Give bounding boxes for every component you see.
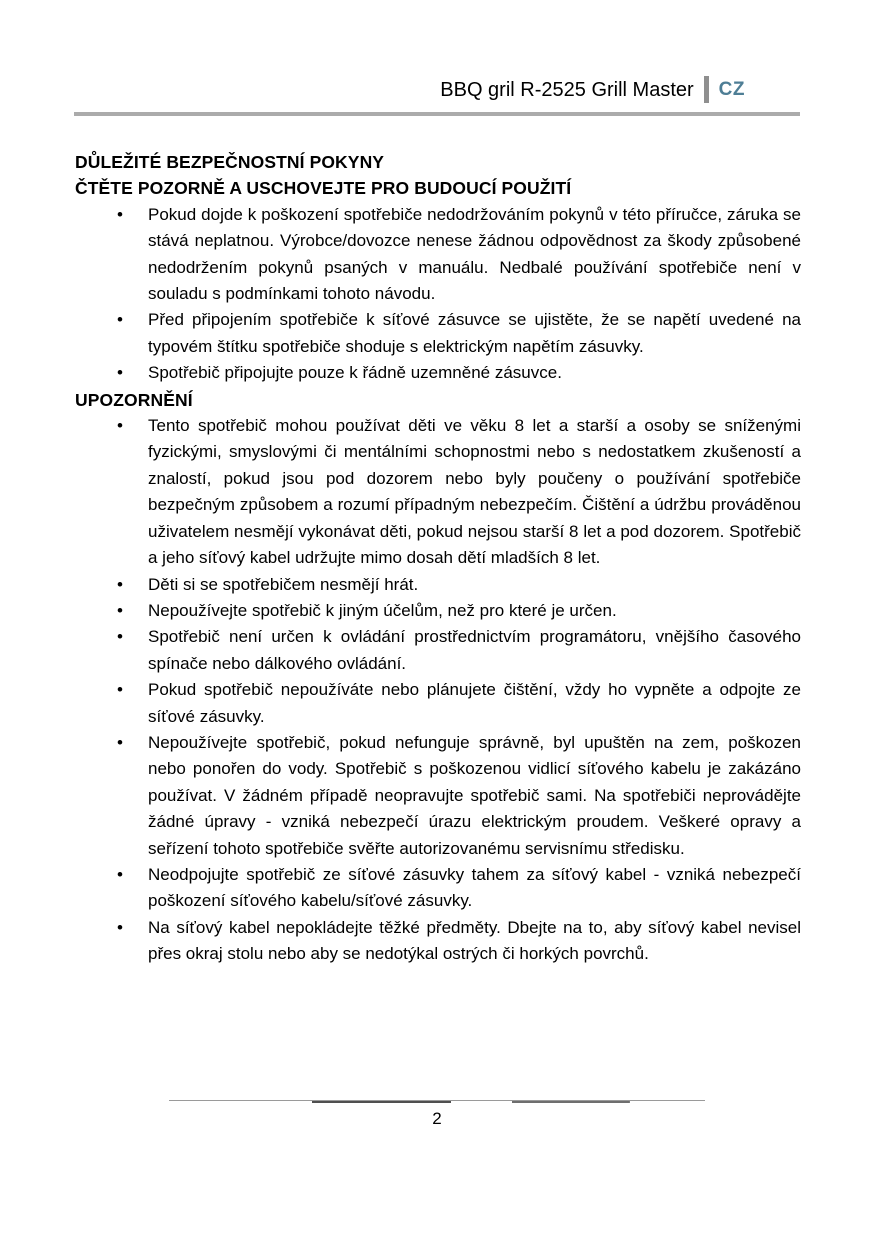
list-item — [75, 202, 801, 308]
bullet-text: Nepoužívejte spotřebič, pokud nefunguje správně, byl upuštěn na zem, poškozen nebo ponořen do vody. Spotřebič s poškozenou vidlicí síťového kabelu je zakázáno používat. V žádném případě neopravujte spotřebič sami. Na spotřebiči neprovádějte žádné úpravy - vzniká nebezpečí úrazu elektrickým proudem. Veškeré opravy a seřízení tohoto spotřebiče svěřte autorizovanému servisnímu středisku. — [148, 732, 801, 858]
bullet-dot-icon: • — [117, 732, 123, 752]
bullet-dot-icon: • — [117, 864, 123, 884]
bullet-dot-icon: • — [117, 917, 123, 937]
bullet-dot-icon: • — [117, 310, 123, 330]
bullet-dot-icon: • — [117, 416, 123, 436]
list-item — [75, 598, 801, 624]
warning-bullet-list — [75, 413, 801, 968]
list-item — [75, 677, 801, 730]
list-item — [75, 915, 801, 968]
bullet-dot-icon: • — [117, 363, 123, 383]
bullet-text: Na síťový kabel nepokládejte těžké předměty. Dbejte na to, aby síťový kabel nevisel přes okraj stolu nebo aby se nedotýkal ostrých či horkých povrchů. — [148, 917, 801, 964]
bullet-text: Před připojením spotřebiče k síťové zásuvce se ujistěte, že se napětí uvedené na typovém štítku spotřebiče shoduje s elektrickým napětím zásuvky. — [148, 310, 801, 356]
bullet-dot-icon: • — [117, 204, 123, 224]
safety-heading-line2: ČTĚTE POZORNĚ A USCHOVEJTE PRO BUDOUCÍ POUŽITÍ — [75, 178, 572, 199]
bullet-dot-icon: • — [117, 680, 123, 700]
bullet-text: Pokud spotřebič nepoužíváte nebo plánujete čištění, vždy ho vypněte a odpojte ze síťové zásuvky. — [148, 680, 801, 726]
bullet-text: Spotřebič připojujte pouze k řádně uzemněné zásuvce. — [148, 363, 562, 383]
page-footer — [0, 1100, 874, 1131]
list-item — [75, 360, 801, 386]
bullet-text: Pokud dojde k poškození spotřebiče nedodržováním pokynů v této příručce, záruka se stává neplatnou. Výrobce/dovozce nenese žádnou odpovědnost za škody způsobené nedodržením pokynů psaných v manuálu. Nedbalé používání spotřebiče není v souladu s podmínkami tohoto návodu. — [148, 204, 801, 304]
list-item — [75, 307, 801, 360]
list-item — [75, 730, 801, 862]
bullet-text: Spotřebič není určen k ovládání prostřednictvím programátoru, vnějšího časového spínače nebo dálkového ovládání. — [148, 627, 801, 673]
header-row — [74, 76, 800, 103]
bullet-dot-icon: • — [117, 600, 123, 620]
list-item — [75, 572, 801, 598]
page-header — [74, 0, 800, 116]
header-title: BBQ gril R-2525 Grill Master — [440, 78, 694, 101]
bullet-text: Děti si se spotřebičem nesmějí hrát. — [148, 574, 419, 594]
page-content — [75, 149, 801, 968]
bullet-dot-icon: • — [117, 627, 123, 647]
bullet-text: Neodpojujte spotřebič ze síťové zásuvky tahem za síťový kabel - vzniká nebezpečí poškození síťového kabelu/síťové zásuvky. — [148, 864, 801, 911]
list-item — [75, 413, 801, 571]
footer-rule — [169, 1100, 705, 1103]
page-number: 2 — [432, 1109, 442, 1128]
list-item — [75, 862, 801, 915]
bullet-dot-icon: • — [117, 574, 123, 594]
header-divider-bar — [704, 76, 709, 103]
bullet-text: Tento spotřebič mohou používat děti ve věku 8 let a starší a osoby se sníženými fyzickými, smyslovými či mentálními schopnostmi nebo s nedostatkem zkušeností a znalostí, pokud jsou pod dozorem nebo byly poučeny o používání spotřebiče bezpečným způsobem a rozumí případným nebezpečím. Čištění a údržbu prováděnou uživatelem nesmějí vykonávat děti, pokud nejsou starší 8 let a pod dozorem. Spotřebič a jeho síťový kabel udržujte mimo dosah dětí mladších 8 let. — [148, 416, 801, 568]
list-item — [75, 624, 801, 677]
warning-heading: UPOZORNĚNÍ — [75, 389, 193, 410]
header-rule — [74, 112, 800, 116]
safety-bullet-list — [75, 202, 801, 387]
safety-heading-line1: DŮLEŽITÉ BEZPEČNOSTNÍ POKYNY — [75, 152, 385, 172]
language-code: CZ — [718, 78, 745, 100]
bullet-text: Nepoužívejte spotřebič k jiným účelům, než pro které je určen. — [148, 600, 617, 620]
